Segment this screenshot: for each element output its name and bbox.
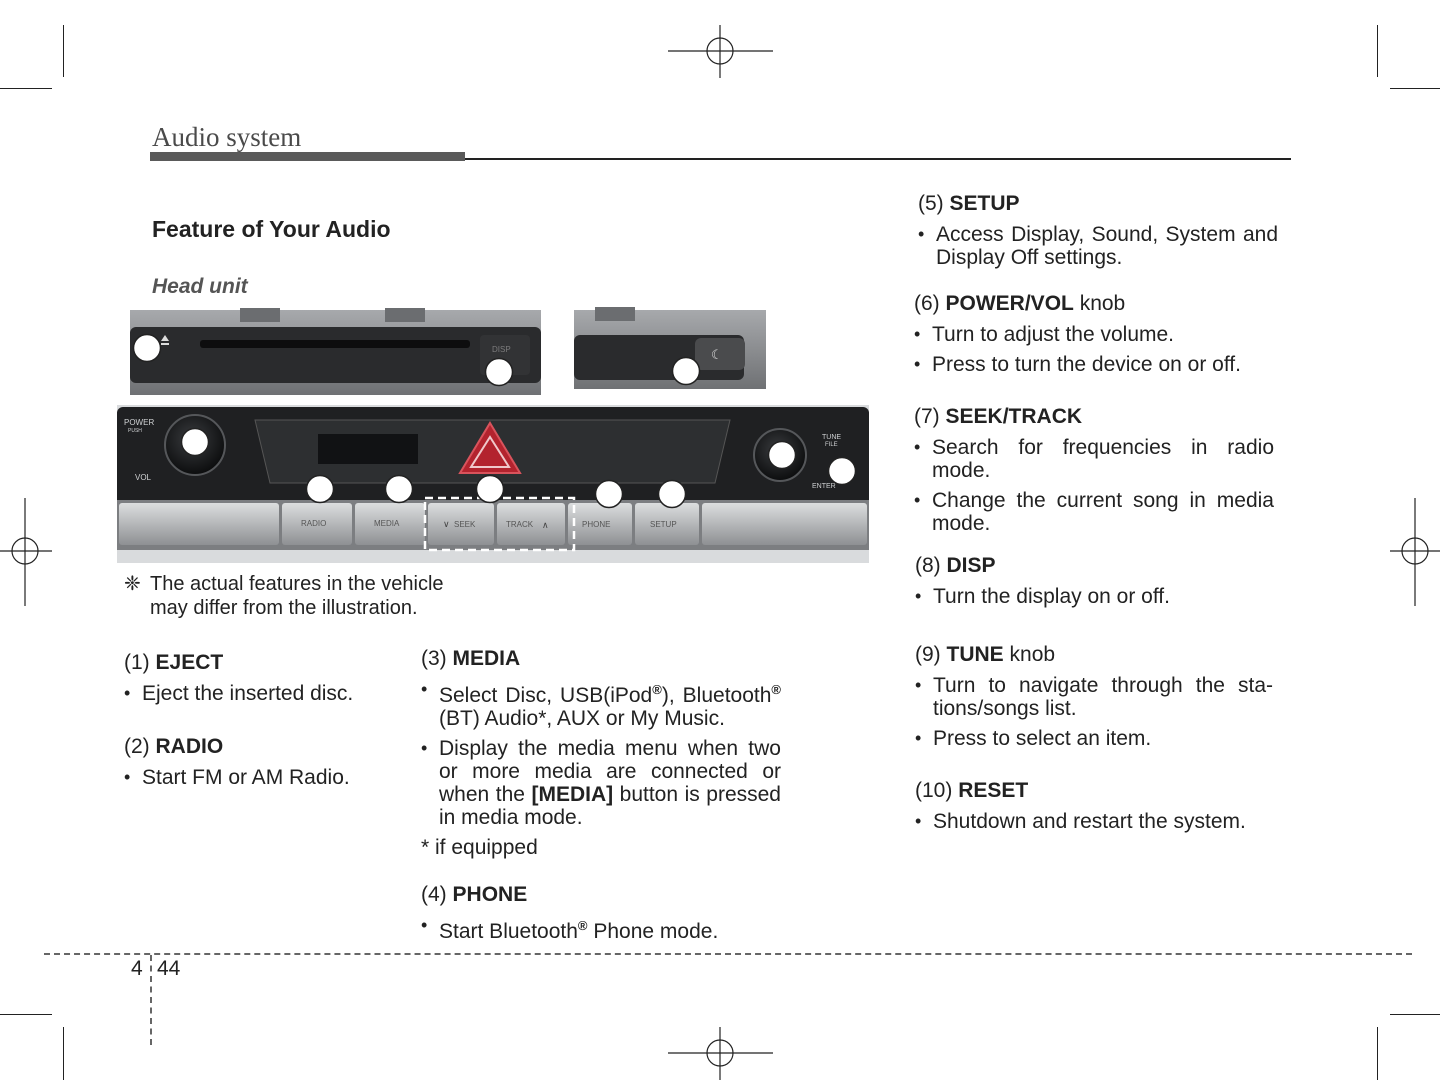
media-button-label: MEDIA: [374, 519, 400, 528]
item-phone: (4) PHONE • Start Bluetooth® Phone mode.: [421, 883, 781, 950]
item-title: RESET: [958, 779, 1029, 802]
page-number: 44: [157, 957, 181, 980]
callout-phone: [596, 481, 623, 508]
item-power-vol: (6) POWER/VOL knob • Turn to adjust the volume. • Press to turn the device on or off.: [914, 292, 1274, 383]
bullet: • Start FM or AM Radio.: [124, 766, 384, 789]
bullet: • Access Display, Sound, System and Display Off settings.: [918, 223, 1278, 269]
callout-eject: [134, 335, 161, 362]
setup-button-label: SETUP: [650, 520, 677, 529]
bullet: • Start Bluetooth® Phone mode.: [421, 914, 781, 943]
item-title: EJECT: [155, 651, 224, 674]
item-title: DISP: [946, 554, 996, 577]
illustration-note: [124, 572, 524, 620]
phone-button-label: PHONE: [582, 520, 611, 529]
bullet: • Press to select an item.: [915, 727, 1273, 750]
enter-label: ENTER: [812, 483, 836, 490]
bullet: • Press to turn the device on or off.: [914, 353, 1274, 376]
item-radio: (2) RADIO • Start FM or AM Radio.: [124, 735, 384, 796]
svg-text:∧: ∧: [542, 520, 549, 530]
item-seek-track: (7) SEEK/TRACK • Search for frequencies in radio mode. • Change the current song in media mode.: [914, 405, 1274, 542]
svg-text:∨: ∨: [443, 519, 450, 529]
radio-button-label: RADIO: [301, 519, 327, 528]
header-rule-thin: [465, 158, 1291, 160]
bullet: • Search for frequencies in radio mode.: [914, 436, 1274, 482]
bullet: • Change the current song in media mode.: [914, 489, 1274, 535]
section-title: Audio system: [152, 122, 302, 152]
item-title: POWER/VOL: [945, 292, 1074, 315]
note-line-2: may differ from the illustration.: [150, 597, 418, 619]
callout-media: [386, 476, 413, 503]
bullet: • Eject the inserted disc.: [124, 682, 384, 705]
item-title: SETUP: [949, 192, 1020, 215]
callout-reset: [673, 358, 700, 385]
file-label: FILE: [825, 442, 838, 448]
footer-divider: [150, 955, 152, 1045]
bullet: • Turn the display on or off.: [915, 585, 1275, 608]
page-heading: Feature of Your Audio: [152, 216, 391, 242]
item-title: PHONE: [452, 883, 528, 906]
callout-power-vol: [182, 429, 209, 456]
item-title: RADIO: [155, 735, 224, 758]
bullet: • Turn to adjust the volume.: [914, 323, 1274, 346]
callout-radio: [307, 476, 334, 503]
tune-label: TUNE: [822, 434, 842, 441]
header-rule-thick: [150, 152, 465, 161]
item-setup: (5) SETUP • Access Display, Sound, System and Display Off settings.: [918, 192, 1278, 276]
reset-button-panel: [574, 307, 766, 389]
main-faceplate: [117, 405, 869, 563]
bullet: • Select Disc, USB(iPod®), Bluetooth® (BT) Audio*, AUX or My Music.: [421, 678, 781, 730]
item-media: (3) MEDIA • Select Disc, USB(iPod®), Bluetooth® (BT) Audio*, AUX or My Music. • Display the media menu when two or more media are connected or when the [MEDIA] button is pressed in media mode. * if equipped: [421, 647, 781, 859]
push-label: PUSH: [128, 428, 142, 434]
chapter-number: 4: [131, 957, 143, 980]
callout-tune: [769, 442, 796, 469]
callout-enter: [829, 458, 856, 485]
seek-button-label: SEEK: [454, 520, 476, 529]
item-title: TUNE: [946, 643, 1004, 666]
footnote: * if equipped: [421, 836, 538, 859]
item-reset: (10) RESET • Shutdown and restart the system.: [915, 779, 1275, 840]
item-title: MEDIA: [452, 647, 521, 670]
bullet: • Shutdown and restart the system.: [915, 810, 1275, 833]
callout-setup: [659, 481, 686, 508]
footer-rule: [44, 953, 1412, 955]
figure-subheading: Head unit: [152, 275, 248, 298]
callout-disp: [486, 359, 513, 386]
head-unit-illustration: [115, 305, 870, 565]
item-eject: (1) EJECT • Eject the inserted disc.: [124, 651, 384, 712]
callout-seek-track: [477, 476, 504, 503]
note-symbol: ❈: [124, 573, 141, 595]
item-tune: (9) TUNE knob • Turn to navigate through the sta- tions/songs list. • Press to select an item.: [915, 643, 1273, 757]
item-title: SEEK/TRACK: [945, 405, 1083, 428]
bullet: • Display the media menu when two or more media are connected or when the [MEDIA] button is pressed in media mode.: [421, 737, 781, 829]
bullet: • Turn to navigate through the sta- tions/songs list.: [915, 674, 1273, 720]
vol-label: VOL: [135, 473, 152, 482]
cd-slot-panel: [130, 308, 541, 395]
power-label: POWER: [124, 418, 155, 427]
svg-text:☾: ☾: [711, 347, 723, 362]
item-disp: (8) DISP • Turn the display on or off.: [915, 554, 1275, 615]
note-line-1: The actual features in the vehicle: [150, 573, 444, 595]
track-button-label: TRACK: [506, 520, 534, 529]
